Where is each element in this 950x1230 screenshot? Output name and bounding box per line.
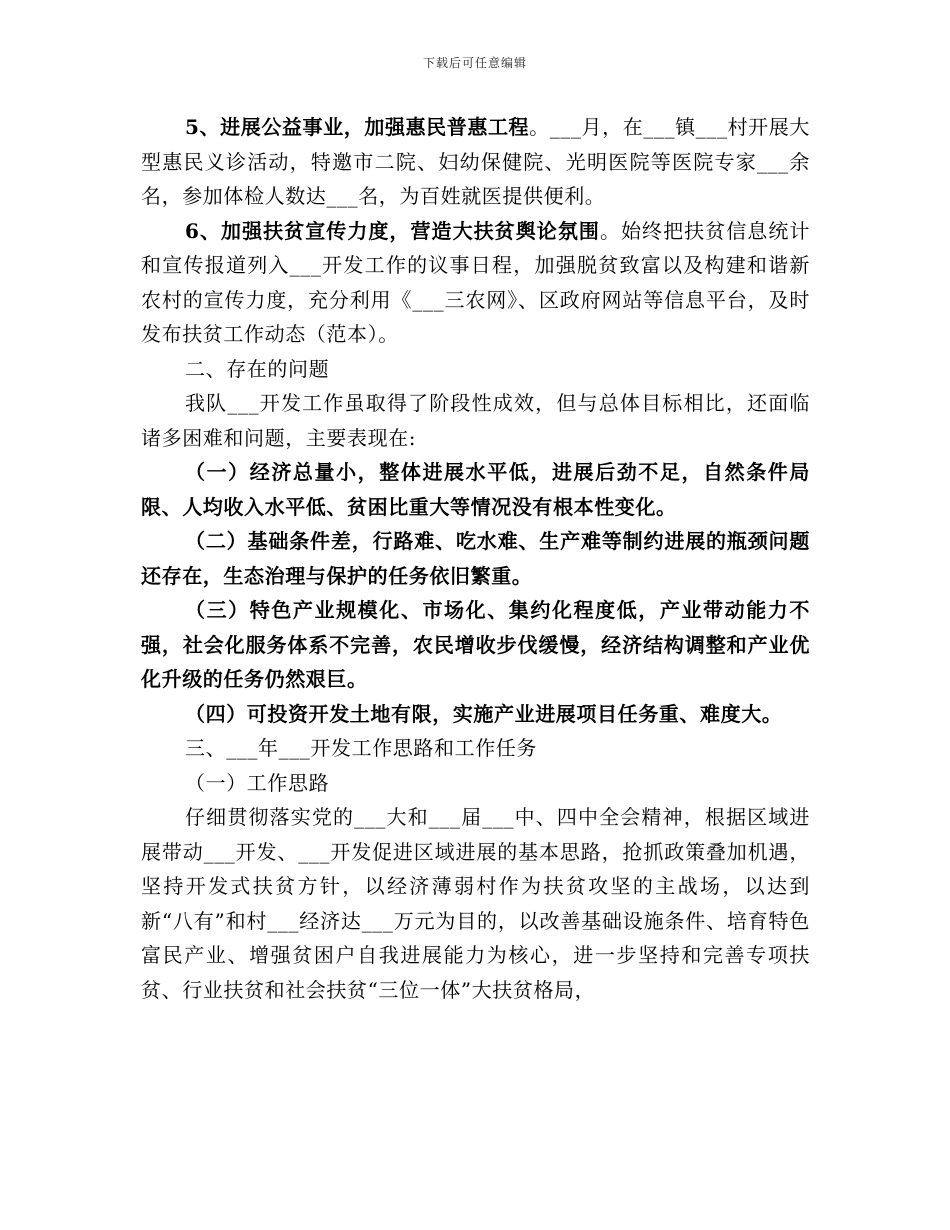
paragraph-text: 。始终把扶贫信息统计和宣传报道列入___开发工作的议事日程，加强脱贫致富以及构建和谐新农村的宣传力度，充分利用《___三农网》、区政府网站等信息平台，及时发布扶贫工作动态（范本）。 xyxy=(141,218,810,346)
section-intro: 我队___开发工作虽取得了阶段性成效，但与总体目标相比，还面临诸多困难和问题，主要表现在: xyxy=(141,391,810,450)
subsection-heading: （一）工作思路 xyxy=(185,770,330,795)
section-heading-plan: 三、___年___开发工作思路和工作任务 xyxy=(185,736,537,760)
paragraph-lead: 5、进展公益事业，加强惠民普惠工程 xyxy=(185,115,530,139)
document-body xyxy=(141,110,810,1007)
paragraph-text: 。___月，在___镇___村开展大型惠民义诊活动，特邀市二院、妇幼保健院、光明医院等医院专家___余名，参加体检人数达___名，为百姓就医提供便利。 xyxy=(141,115,810,208)
problem-item: （二）基础条件差，行路难、吃水难、生产难等制约进展的瓶颈问题还存在，生态治理与保护的任务依旧繁重。 xyxy=(141,529,810,588)
paragraph-5 xyxy=(141,110,810,214)
problem-item: （三）特色产业规模化、市场化、集约化程度低，产业带动能力不强，社会化服务体系不完善，农民增收步伐缓慢，经济结构调整和产业优化升级的任务仍然艰巨。 xyxy=(141,598,810,691)
paragraph-lead: 6、加强扶贫宣传力度，营造大扶贫舆论氛围 xyxy=(185,218,600,243)
section-body: 仔细贯彻落实党的___大和___届___中、四中全会精神，根据区域进展带动___开发、___开发促进区域进展的基本思路，抢抓政策叠加机遇，坚持开发式扶贫方针，以经济薄弱村作为扶贫攻坚的主战场，以达到新“八有”和村___经济达___万元为目的，以改善基础设施条件、培育特色富民产业、增强贫困户自我进展能力为核心，进一步坚持和完善专项扶贫、行业扶贫和社会扶贫“三位一体”大扶贫格局， xyxy=(141,805,810,1002)
paragraph-6 xyxy=(141,214,810,352)
problem-item: （一）经济总量小，整体进展水平低，进展后劲不足，自然条件局限、人均收入水平低、贫困比重大等情况没有根本性变化。 xyxy=(141,460,810,519)
problem-item: （四）可投资开发土地有限，实施产业进展项目任务重、难度大。 xyxy=(185,701,783,726)
section-heading-problems: 二、存在的问题 xyxy=(185,356,330,381)
page-header: 下载后可任意编辑 xyxy=(422,56,527,70)
